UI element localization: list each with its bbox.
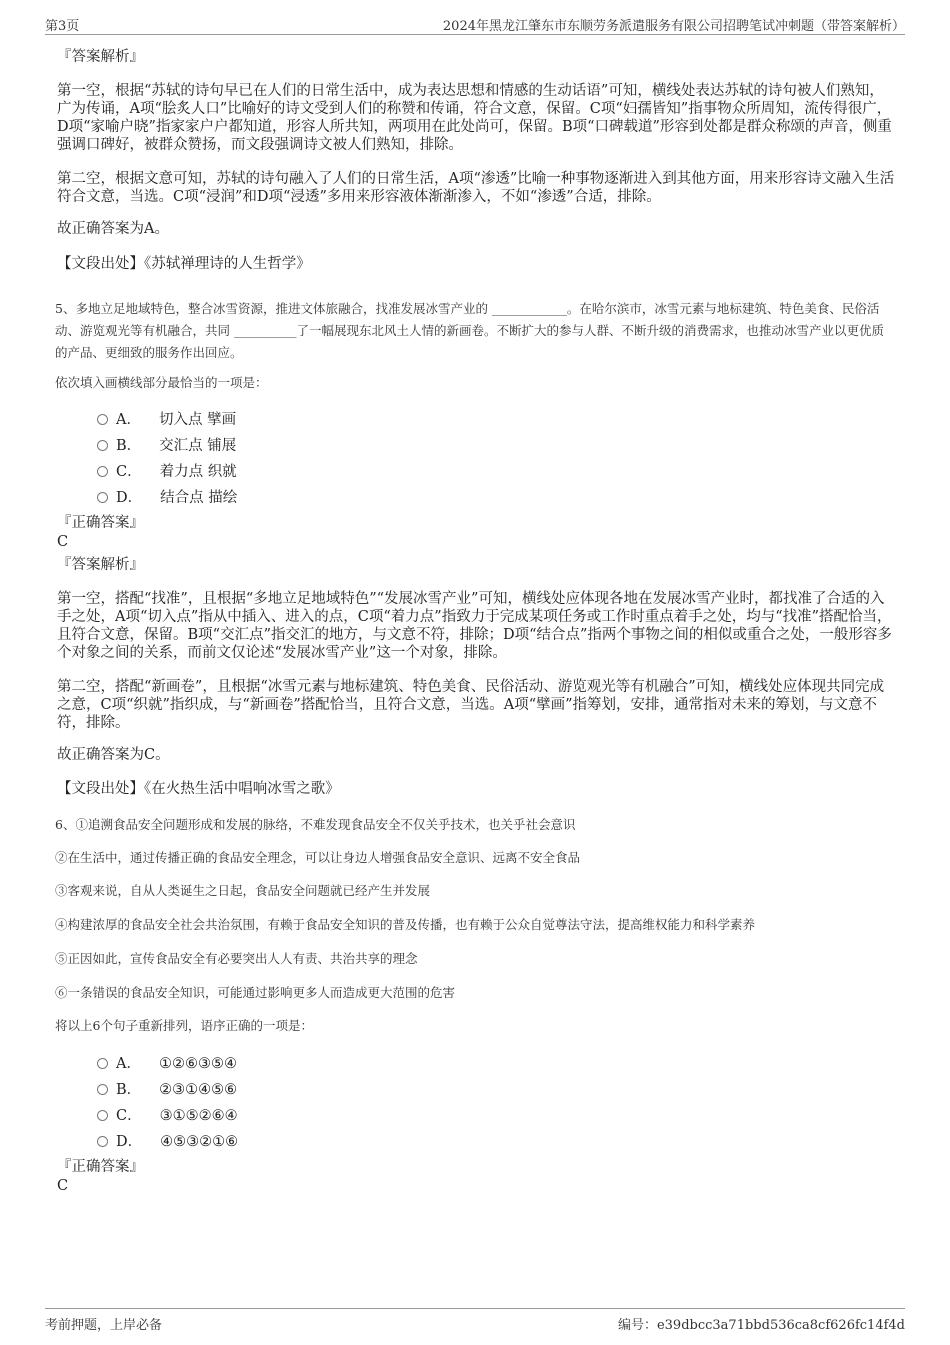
page-number: 第3页 xyxy=(45,19,80,34)
q6-correct-answer: C xyxy=(57,1178,69,1194)
q6-sentence-5: ⑤正因如此，宣传食品安全有必要突出人人有责、共治共享的理念 xyxy=(55,951,418,966)
q4-analysis-p2: 第二空，根据文意可知，苏轼的诗句融入了人们的日常生活，A项“渗透”比喻一种事物逐渐进入到其他方面，用来形容诗文融入生活符合文意，当选。C项“浸润”和D项“浸透”多用来形容液体渐渐渗入，不如“渗透”合适，排除。 xyxy=(57,171,895,205)
q5-option-c[interactable]: C． 着力点 织就 xyxy=(97,460,237,480)
q5-option-a[interactable]: A． 切入点 擘画 xyxy=(97,408,236,428)
radio-icon[interactable] xyxy=(97,1084,108,1095)
radio-icon[interactable] xyxy=(97,1110,108,1121)
q6-sentence-6: ⑥一条错误的食品安全知识，可能通过影响更多人而造成更大范围的危害 xyxy=(55,985,456,1000)
q5-correct-answer: C xyxy=(57,534,69,550)
q6-sentence-2: ②在生活中，通过传播正确的食品安全理念，可以让身边人增强食品安全意识、远离不安全食品 xyxy=(55,850,581,865)
q6-correct-label: 『正确答案』 xyxy=(57,1159,144,1175)
page-header xyxy=(45,12,905,35)
q4-source: 【文段出处】《苏轼禅理诗的人生哲学》 xyxy=(57,256,311,272)
q5-correct-label: 『正确答案』 xyxy=(57,515,144,531)
q5-stem: 5、多地立足地域特色，整合冰雪资源，推进文体旅融合，找准发展冰雪产业的 ____________。在哈尔滨市，冰雪元素与地标建筑、特色美食、民俗活动、游览观光等有机融合，共同 __________了一幅展现东北风土人情的新画卷。不断扩大的参与人群、不断升级的消费需求，也推动冰雪产业以更优质的产品、更细致的服务作出回应。 xyxy=(55,301,884,360)
q5-analysis-p2: 第二空，搭配“新画卷”，且根据“冰雪元素与地标建筑、特色美食、民俗活动、游览观光等有机融合”可知，横线处应体现共同完成之意，C项“织就”指织成，与“新画卷”搭配恰当，且符合文意，当选。A项“擘画”指筹划，安排，通常指对未来的筹划，与文意不符，排除。 xyxy=(57,679,885,731)
q5-option-b[interactable]: B． 交汇点 铺展 xyxy=(97,434,236,454)
document-title: 2024年黑龙江肇东市东顺劳务派遣服务有限公司招聘笔试冲刺题（带答案解析） xyxy=(442,19,905,34)
q4-analysis-label: 『答案解析』 xyxy=(57,49,144,65)
q5-prompt: 依次填入画横线部分最恰当的一项是： xyxy=(55,375,268,390)
radio-icon[interactable] xyxy=(97,1058,108,1069)
q6-option-c[interactable]: C． ③①⑤②⑥④ xyxy=(97,1104,238,1124)
radio-icon[interactable] xyxy=(97,492,108,503)
q5-analysis-p1: 第一空，搭配“找准”，且根据“多地立足地域特色”“发展冰雪产业”可知，横线处应体现各地在发展冰雪产业时，都找准了合适的入手之处，A项“切入点”指从中插入、进入的点，C项“着力点”指致力于完成某项任务或工作时重点着手之处，均与“找准”搭配恰当，且符合文意，保留。B项“交汇点”指交汇的地方，与文意不符，排除；D项“结合点”指两个事物之间的相似或重合之处，一般形容多个对象之间的关系，而前文仅论述“发展冰雪产业”这一个对象，排除。 xyxy=(57,591,892,661)
radio-icon[interactable] xyxy=(97,414,108,425)
q6-option-a[interactable]: A． ①②⑥③⑤④ xyxy=(97,1052,237,1072)
q6-prompt: 将以上6个句子重新排列，语序正确的一项是： xyxy=(55,1018,313,1033)
document-id: 编号：e39dbcc3a71bbd536ca8cf626fc14f4d xyxy=(617,1318,905,1333)
q6-sentence-4: ④构建浓厚的食品安全社会共治氛围，有赖于食品安全知识的普及传播，也有赖于公众自觉尊法守法，提高维权能力和科学素养 xyxy=(55,917,756,932)
radio-icon[interactable] xyxy=(97,440,108,451)
q5-conclusion: 故正确答案为C。 xyxy=(57,747,170,763)
q6-sentence-1: 6、①追溯食品安全问题形成和发展的脉络，不难发现食品安全不仅关乎技术，也关乎社会意识 xyxy=(55,817,576,832)
page-footer xyxy=(45,1308,905,1333)
q6-option-b[interactable]: B． ②③①④⑤⑥ xyxy=(97,1078,237,1098)
q4-analysis-p1: 第一空，根据“苏轼的诗句早已在人们的日常生活中，成为表达思想和情感的生动话语”可知，横线处表达苏轼的诗句被人们熟知，广为传诵，A项“脍炙人口”比喻好的诗文受到人们的称赞和传诵，符合文意，保留。C项“妇孺皆知”指事物众所周知，流传得很广，D项“家喻户晓”指家家户户都知道，形容人所共知，两项用在此处尚可，保留。B项“口碑载道”形容到处都是群众称颂的声音，侧重强调口碑好，被群众赞扬，而文段强调诗文被人们熟知，排除。 xyxy=(57,83,892,153)
q4-conclusion: 故正确答案为A。 xyxy=(57,221,169,237)
q5-source: 【文段出处】《在火热生活中唱响冰雪之歌》 xyxy=(57,781,340,797)
footer-slogan: 考前押题，上岸必备 xyxy=(45,1318,163,1333)
q6-sentence-3: ③客观来说，自从人类诞生之日起，食品安全问题就已经产生并发展 xyxy=(55,883,431,898)
q5-option-d[interactable]: D． 结合点 描绘 xyxy=(97,486,237,506)
radio-icon[interactable] xyxy=(97,466,108,477)
q5-analysis-label: 『答案解析』 xyxy=(57,557,144,573)
q6-option-d[interactable]: D． ④⑤③②①⑥ xyxy=(97,1130,238,1150)
radio-icon[interactable] xyxy=(97,1136,108,1147)
